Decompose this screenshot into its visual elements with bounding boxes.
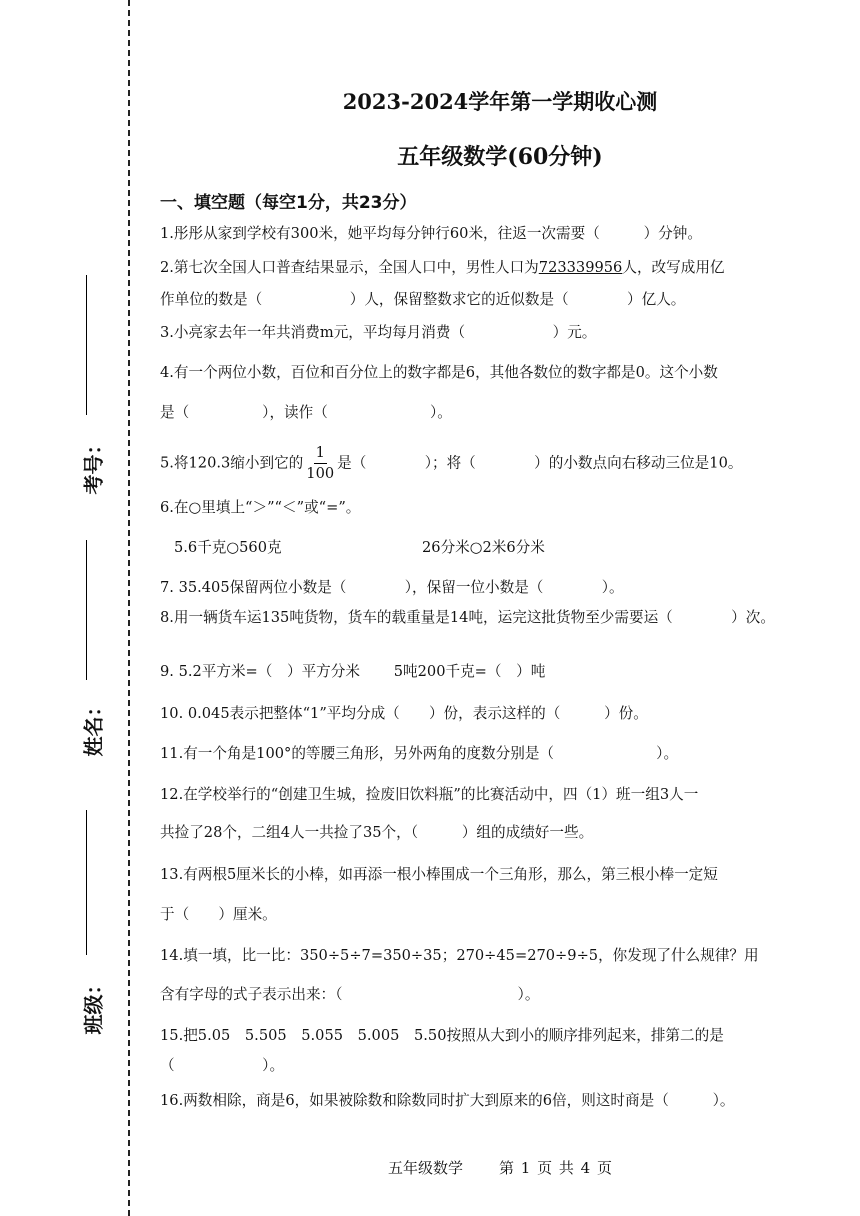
question-14-line-1: 14.填一填，比一比：350÷5÷7=350÷35；270÷45=270÷9÷5，你发现了什么规律？用 [160,947,759,964]
name-label: 姓名： [81,696,106,757]
exam-title: 2023-2024学年第一学期收心测 [342,89,658,114]
question-6: 6.在○里填上“＞”“＜”或“=”。 [160,499,361,516]
question-2-line-2: 作单位的数是（ ）人，保留整数求它的近似数是（ ）亿人。 [160,291,686,308]
question-13-line-2: 于（ ）厘米。 [160,906,277,923]
question-6-item-a: 5.6千克○560克 [174,539,282,556]
question-16: 16.两数相除，商是6，如果被除数和除数同时扩大到原来的6倍，则这时商是（ ）。 [160,1092,735,1109]
footer-page-number: 第 1 页 共 4 页 [499,1159,612,1177]
fraction-denominator: 100 [306,465,335,482]
question-5 [160,443,832,484]
exam-number-field[interactable] [86,275,87,415]
question-2-line-1 [160,251,832,285]
question-9: 9. 5.2平方米=（ ）平方分米 5吨200千克=（ ）吨 [160,663,546,680]
question-15-line-1: 15.把5.05 5.505 5.055 5.005 5.50按照从大到小的顺序排列起来，排第二的是 [160,1027,724,1044]
question-15-line-2: （ ）。 [160,1057,285,1074]
question-14-line-2: 含有字母的式子表示出来：（ ）。 [160,986,540,1003]
page-footer [160,1157,840,1178]
question-8: 8.用一辆货车运135吨货物，货车的载重量是14吨，运完这批货物至少需要运（ ）次。 [160,609,775,626]
fraction [306,443,334,484]
question-10: 10. 0.045表示把整体“1”平均分成（ ）份，表示这样的（ ）份。 [160,705,648,722]
exam-subtitle: 五年级数学(60分钟) [397,144,603,170]
question-4-line-1: 4.有一个两位小数，百位和百分位上的数字都是6，其他各数位的数字都是0。这个小数 [160,364,718,381]
question-2-text-pre: 2.第七次全国人口普查结果显示，全国人口中，男性人口为 [160,259,539,276]
binding-dashed-line [128,0,130,1216]
question-12-line-1: 12.在学校举行的“创建卫生城，捡废旧饮料瓶”的比赛活动中，四（1）班一组3人一 [160,786,699,803]
question-12-line-2: 共捡了28个，二组4人一共捡了35个，（ ）组的成绩好一些。 [160,824,594,841]
question-4-line-2: 是（ ），读作（ ）。 [160,404,452,421]
fraction-numerator: 1 [314,443,327,464]
class-label: 班级： [81,974,106,1035]
question-13-line-1: 13.有两根5厘米长的小棒，如再添一根小棒围成一个三角形，那么，第三根小棒一定短 [160,866,718,883]
question-2-text-post: 人，改写成用亿 [622,259,725,276]
question-7: 7. 35.405保留两位小数是（ ），保留一位小数是（ ）。 [160,579,624,596]
footer-subject: 五年级数学 [388,1159,464,1177]
question-5-text-post: 是（ ）；将（ ）的小数点向右移动三位是10。 [337,454,743,472]
name-field[interactable] [86,540,87,680]
question-1: 1.彤彤从家到学校有300米，她平均每分钟行60米，往返一次需要（ ）分钟。 [160,225,702,242]
question-2-number: 723339956 [538,259,623,276]
exam-number-label: 考号： [81,434,106,495]
question-6-item-b: 26分米○2米6分米 [422,539,545,556]
section-heading: 一、填空题（每空1分，共23分） [160,193,417,213]
question-3: 3.小亮家去年一年共消费m元，平均每月消费（ ）元。 [160,324,597,341]
question-5-text-pre: 5.将120.3缩小到它的 [160,454,304,472]
class-field[interactable] [86,810,87,955]
question-11: 11.有一个角是100°的等腰三角形，另外两角的度数分别是（ ）。 [160,745,679,762]
